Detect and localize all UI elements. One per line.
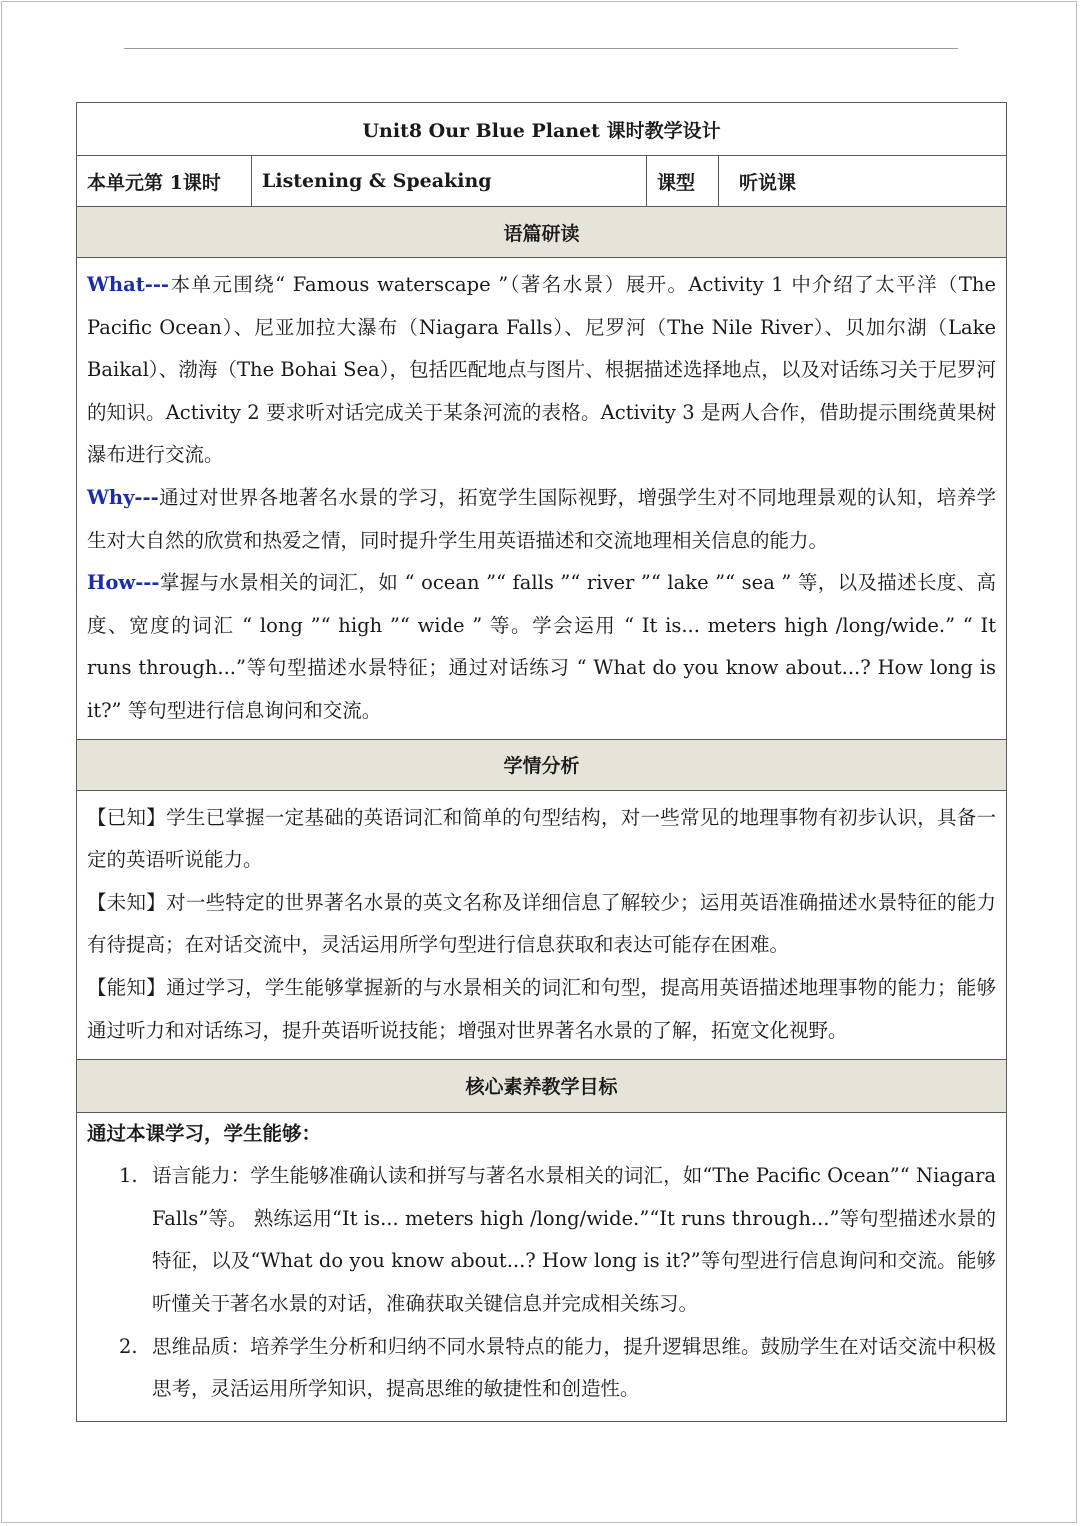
document-title: Unit8 Our Blue Planet 课时教学设计 (77, 103, 1007, 156)
goal-item-number: 1. (119, 1164, 138, 1188)
goal-item-number: 2. (119, 1334, 138, 1358)
section-heading-text-study: 语篇研读 (77, 207, 1007, 258)
goal-item-text: 思维品质：培养学生分析和归纳不同水景特点的能力，提升逻辑思维。鼓励学生在对话交流中积极思考，灵活运用所学知识，提高思维的敏捷性和创造性。 (152, 1334, 997, 1401)
goal-item-text: 语言能力：学生能够准确认读和拼写与著名水景相关的词汇，如“The Pacific Ocean”“ Niagara Falls”等。 熟练运用“It is... meters high /long/wide.”“It runs through...”等句型描述水景的特征，以及“What do you know about...? How long is it?”等句型进行信息询问和交流。能够听懂关于著名水景的对话，准确获取关键信息并完成相关练习。 (152, 1164, 997, 1315)
learner-analysis-content (77, 790, 1007, 1059)
core-goals-content (77, 1112, 1007, 1421)
lesson-number-label: 本单元第 1课时 (77, 156, 252, 207)
header-rule (124, 48, 958, 49)
known-paragraph: 【已知】学生已掌握一定基础的英语词汇和简单的句型结构，对一些常见的地理事物有初步认识，具备一定的英语听说能力。 (87, 805, 997, 872)
what-text: 本单元围绕“ Famous waterscape ”（著名水景）展开。Activity 1 中介绍了太平洋（The Pacific Ocean）、尼亚加拉大瀑布（Niagara Falls）、尼罗河（The Nile River）、贝加尔湖（Lake Baikal）、渤海（The Bohai Sea），包括匹配地点与图片、根据描述选择地点，以及对话练习关于尼罗河的知识。Activity 2 要求听对话完成关于某条河流的表格。Activity 3 是两人合作，借助提示围绕黄果树瀑布进行交流。 (87, 273, 997, 467)
what-paragraph (87, 264, 996, 477)
why-paragraph (87, 477, 996, 562)
goal-item (87, 1155, 996, 1325)
how-label: How--- (87, 571, 160, 595)
how-text: 掌握与水景相关的词汇，如 “ ocean ”“ falls ”“ river ”“ lake ”“ sea ” 等，以及描述长度、高度、宽度的词汇 “ long ”“ high ”“ wide ” 等。学会运用 “ It is... meters high /long/wide.” “ It runs through...”等句型描述水景特征；通过对话练习 “ What do you know about...? How long is it?” 等句型进行信息询问和交流。 (87, 571, 997, 722)
text-study-content (77, 258, 1007, 740)
why-text: 通过对世界各地著名水景的学习，拓宽学生国际视野，增强学生对不同地理景观的认知，培养学生对大自然的欣赏和热爱之情，同时提升学生用英语描述和交流地理相关信息的能力。 (87, 485, 997, 552)
lesson-topic-value: Listening & Speaking (252, 156, 647, 207)
lesson-type-label: 课型 (647, 156, 719, 207)
section-heading-learner-analysis: 学情分析 (77, 739, 1007, 790)
goals-lead: 通过本课学习，学生能够： (87, 1121, 322, 1145)
why-label: Why--- (87, 485, 159, 509)
unknown-paragraph: 【未知】对一些特定的世界著名水景的英文名称及详细信息了解较少；运用英语准确描述水景特征的能力有待提高；在对话交流中，灵活运用所学句型进行信息获取和表达可能存在困难。 (87, 890, 997, 957)
goal-item (87, 1326, 996, 1411)
how-paragraph (87, 562, 996, 732)
what-label: What--- (87, 273, 169, 296)
section-heading-core-goals: 核心素养教学目标 (77, 1059, 1007, 1112)
able-paragraph: 【能知】通过学习，学生能够掌握新的与水景相关的词汇和句型，提高用英语描述地理事物的能力；能够通过听力和对话练习，提升英语听说技能；增强对世界著名水景的了解，拓宽文化视野。 (87, 975, 997, 1042)
lesson-type-value: 听说课 (719, 156, 1007, 207)
lesson-plan-table (76, 102, 1007, 1422)
